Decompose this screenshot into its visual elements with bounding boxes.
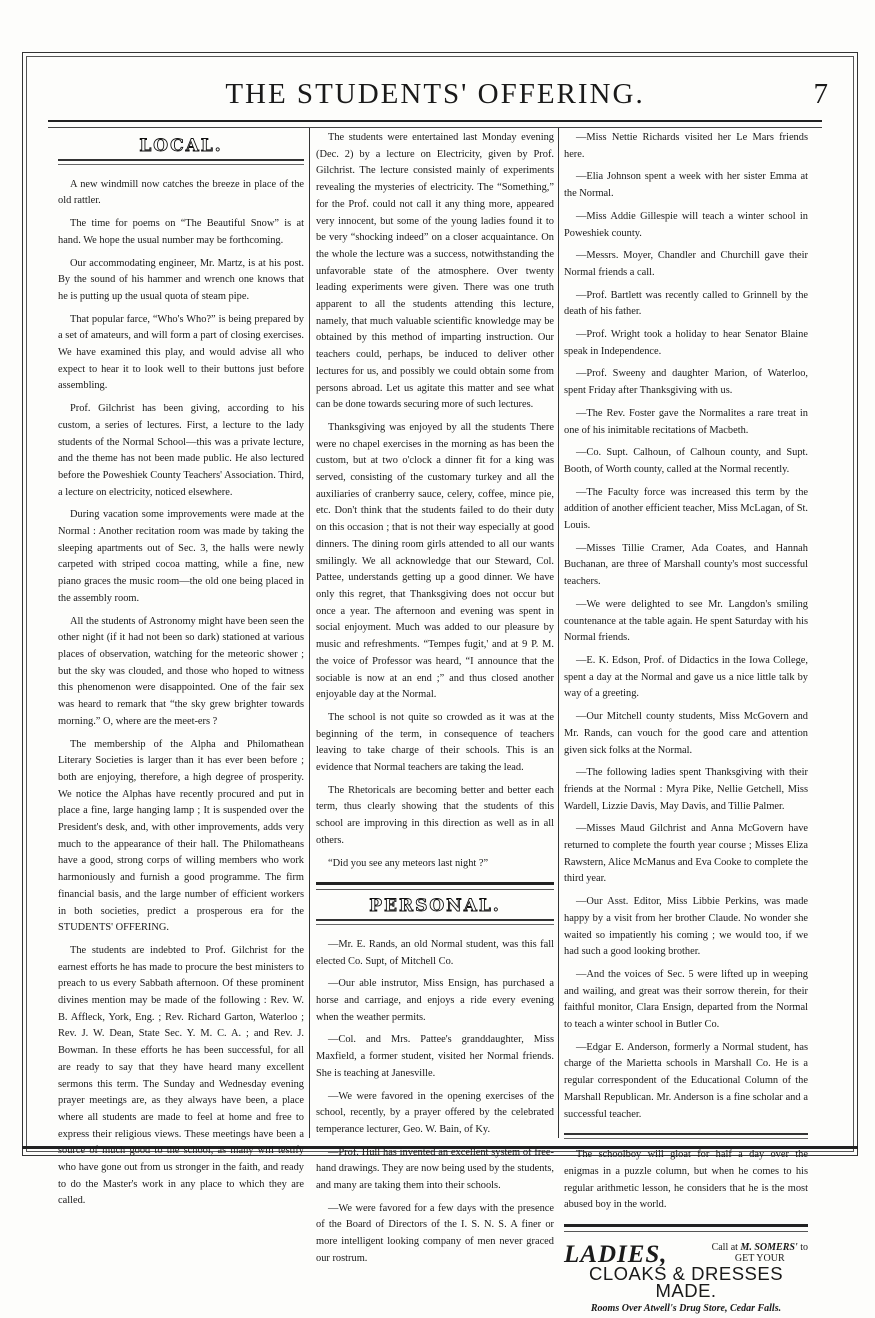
personal-item: —Edgar E. Anderson, formerly a Normal student, has charge of the Marietta schools in Marshall Co. He is a regular correspondent of the Educational Column of the Marshall Republican. Mr. Anderson is a fine scholar and a successful teacher. xyxy=(564,1041,808,1120)
personal-item: —Elia Johnson spent a week with her sister Emma at the Normal. xyxy=(564,171,808,200)
local-paragraph: A new windmill now catches the breeze in place of the old rattler. xyxy=(58,178,304,207)
personal-item: —Miss Addie Gillespie will teach a winter school in Poweshiek county. xyxy=(564,210,808,239)
local-paragraph-list xyxy=(316,130,554,872)
local-paragraph-list xyxy=(58,177,304,1210)
masthead-rule xyxy=(48,120,822,128)
section-rule xyxy=(58,159,304,165)
newspaper-title: THE STUDENTS' OFFERING. xyxy=(225,78,645,110)
personal-item: —Misses Maud Gilchrist and Anna McGovern have returned to complete the fourth year course ; Misses Eliza Rawstern, Alice McManus and Eva Cooke to complete the third year. xyxy=(564,823,808,885)
personal-item-list xyxy=(316,937,554,1268)
local-paragraph: Thanksgiving was enjoyed by all the students There were no chapel exercises in the morning as has been the custom, but at two o'clock a dinner fit for a king was served, consisting of the customary turkey and all the auxiliaries of cranberry sauce, celery, coffee, mince pie, etc. Don't think that the students failed to do their duty on this occasion ; that is not their way especially at good dinners. The dining room girls attended to all our wants smilingly. We all acknowledge that our Steward, Col. Pattee, understands getting up a good dinner. We have only this regret, that Thanksgiving does not occur but once a year. The afternoon and evening was spent in social enjoyment. Much was added to our pleasure by music and refreshments. “Tempes fugit,' and at 9 P. M. the voice of Professor was heard, “I announce that the sociable is now at an end ;” and thus closed another enjoyable day at the Normal. xyxy=(316,421,554,701)
personal-item-list xyxy=(564,130,808,1123)
local-paragraph: That popular farce, “Who's Who?” is being prepared by a set of amateurs, and will form a part of closing exercises. We have examined this play, and would advise all who expect to hear it to look well to their buttons just before assembling. xyxy=(58,313,304,392)
local-paragraph: The Rhetoricals are becoming better and better each term, thus clearly showing that the students of this school are improving in this direction as well as in all others. xyxy=(316,784,554,846)
personal-item: —The Rev. Foster gave the Normalites a rare treat in one of his inimitable recitations of Macbeth. xyxy=(564,407,808,436)
personal-item: —We were favored for a few days with the presence of the Board of Directors of the I. S. N. S. A finer or more intelligent looking company of men never graced our rostrum. xyxy=(316,1202,554,1264)
personal-item: —Prof. Hull has invented an excellent system of free-hand drawings. They are now being used by the students, and many are taking them into their schools. xyxy=(316,1146,554,1192)
personal-item: —Col. and Mrs. Pattee's granddaughter, Miss Maxfield, a former student, visited her Normal friends. She is teaching at Janesville. xyxy=(316,1034,554,1079)
column-1 xyxy=(58,134,304,1216)
ad-call-text: Call at xyxy=(711,1242,738,1254)
personal-item: —Messrs. Moyer, Chandler and Churchill gave their Normal friends a call. xyxy=(564,250,808,278)
local-paragraph: Prof. Gilchrist has been giving, according to his custom, a series of lectures. First, a lecture to the lady students of the Normal School—this was a private lecture, and the theme has not been made public. He also lectured before the Poweshiek County Teachers' Association. Third, a lecture on electricity, noticed elsewhere. xyxy=(58,403,304,498)
section-rule xyxy=(564,1133,808,1139)
local-paragraph: During vacation some improvements were made at the Normal : Another recitation room was made by taking the sleeping apartments out of Sec. 3, the halls were newly carpeted with striped cocoa matting, while a fine, new piano graces the music room—the old one being placed in the assembly room. xyxy=(58,509,304,604)
local-paragraph: The students are indebted to Prof. Gilchrist for the earnest efforts he has made to procure the best ministers to preach to us every Sabbath afternoon. Of these prominent divines mention may be made of the following : Rev. W. B. Affleck, York, Eng. ; Rev. Richard Garton, Waterloo ; Rev. J. W. Dean, State Sec. Y. M. C. A. ; and Rev. J. Bowman. In these efforts he has been successful, for all are ready to say that they have heard many excellent sermons this term. The Sunday and Wednesday evening prayer meetings are, as they always have been, a place where all students are made to feel at home and free to express their religious views. These meetings have been a source of much good to the school, as many will testify who have gone out from us stronger in the faith, and ready to do the Master's work in any place to which they are called. xyxy=(58,944,304,1207)
personal-item: —Our Mitchell county students, Miss McGovern and Mr. Rands, can vouch for the good care and attention given sick folks at the Normal. xyxy=(564,711,808,756)
filler-paragraph: The schoolboy will gloat for half a day over the enigmas in a puzzle column, but when he comes to his regular arithmetic lesson, he considers that he is the most abused boy in the world. xyxy=(564,1149,808,1211)
personal-item: —Co. Supt. Calhoun, of Calhoun county, and Supt. Booth, of Worth county, called at the Normal recently. xyxy=(564,447,808,475)
local-paragraph: All the students of Astronomy might have been seen the other night (if it had not been so dark) stationed at various places of observation, watching for the meteoric shower ; but the sky was clouded, and those who hoped to witness this phenomenon were disappointed. One of the fair sex was heard to remark that “the sky grew brighter towards morning.” O, where are the meet-ers ? xyxy=(58,615,304,727)
personal-item: —We were favored in the opening exercises of the school, recently, by a prayer offered by the celebrated temperance lecturer, Geo. W. Bain, of Ky. xyxy=(316,1090,554,1135)
section-rule xyxy=(316,919,554,925)
local-paragraph: Our accommodating engineer, Mr. Martz, is at his post. By the sound of his hammer and wrench one knows that he is putting up the usual quota of steam pipe. xyxy=(58,257,304,302)
local-paragraph: The time for poems on “The Beautiful Snow” is at hand. We hope the usual number may be forthcoming. xyxy=(58,218,304,246)
personal-item: —The Faculty force was increased this term by the addition of another efficient teacher, Miss McLagan, of St. Louis. xyxy=(564,486,808,532)
ad-get-your: GET YOUR xyxy=(734,1253,785,1265)
ad-cloaks: CLOAKS & DRESSES MADE. xyxy=(588,1263,784,1301)
local-paragraph: The school is not quite so crowded as it was at the beginning of the term, in consequence of teachers leaving to take charge of their schools. This is an evidence that Normal teachers are taking the lead. xyxy=(316,711,554,774)
personal-item: —Prof. Wright took a holiday to hear Senator Blaine speak in Independence. xyxy=(564,329,808,357)
section-rule xyxy=(316,882,554,890)
personal-item: —We were delighted to see Mr. Langdon's smiling countenance at the table again. He spent Saturday with his Normal friends. xyxy=(564,598,808,644)
section-rule xyxy=(564,1224,808,1232)
personal-item: —The following ladies spent Thanksgiving with their friends at the Normal : Myra Pike, Nellie Getchell, Miss Wardell, Lizzie Davis, May Davis, and Tillie Palmer. xyxy=(564,767,808,812)
ad-to: to xyxy=(800,1242,808,1254)
personal-item: —Our Asst. Editor, Miss Libbie Perkins, was made happy by a visit from her brother Claude. No wonder she waited so impatiently his coming ; we would too, if we had such a good looking brother. xyxy=(564,896,808,958)
personal-item: —And the voices of Sec. 5 were lifted up in weeping and wailing, and great was their sorrow therein, for their faithful monitor, Clara Ensign, departed from the Normal to teach a winter school in Butler Co. xyxy=(564,968,808,1031)
personal-item: —Our able instrutor, Miss Ensign, has purchased a horse and carriage, and enjoys a ride every evening when the weather permits. xyxy=(316,978,554,1023)
ad-call-at xyxy=(712,1242,808,1264)
column-divider xyxy=(309,128,310,1138)
column-3 xyxy=(564,130,808,1318)
personal-item: —E. K. Edson, Prof. of Didactics in the Iowa College, spent a day at the Normal and gave us a nice little talk by way of a greeting. xyxy=(564,654,808,700)
personal-item: —Miss Nettie Richards visited her Le Mars friends here. xyxy=(564,132,808,160)
local-heading: LOCAL. xyxy=(139,136,223,156)
personal-item: —Prof. Bartlett was recently called to Grinnell by the death of his father. xyxy=(564,289,808,318)
ad-ladies: LADIES, xyxy=(564,1241,668,1269)
page-number: 7 xyxy=(813,78,828,110)
ad-address: Rooms Over Atwell's Drug Store, Cedar Falls. xyxy=(590,1303,782,1315)
advertisement xyxy=(564,1242,808,1318)
personal-item: —Mr. E. Rands, an old Normal student, was this fall elected Co. Supt, of Mitchell Co. xyxy=(316,938,554,967)
masthead xyxy=(50,78,828,114)
ad-merchant: M. SOMERS' xyxy=(740,1242,798,1254)
column-2 xyxy=(316,130,554,1274)
personal-heading: PERSONAL. xyxy=(369,896,501,917)
personal-item: —Prof. Sweeny and daughter Marion, of Waterloo, spent Friday after Thanksgiving with us. xyxy=(564,368,808,397)
column-divider xyxy=(558,128,559,1138)
local-paragraph: “Did you see any meteors last night ?” xyxy=(328,857,489,869)
local-paragraph: The students were entertained last Monday evening (Dec. 2) by a lecture on Electricity, given by Prof. Gilchrist. The lecture consisted mainly of experiments revealing the mysteries of electricity. The “Something,” for the Prof. could not call it any thing more, appeared very innocent, but some of the young ladies found it to be very “shocking indeed” on a closer acquaintance. On the whole the lecture was a success, notwithstanding the unfavorable state of the atmosphere. Over twenty leading experiments were given. There was one truth apparent to all the students attending this lecture, namely, that much valuable scientific knowledge may be obtained by this method of imparting instruction. Our teachers could, perhaps, be induced to deliver other lectures for us, and possibly we could obtain some from persons abroad. Let us agitate this matter and see what can be done towards securing more of such lectures. xyxy=(316,132,554,411)
personal-item: —Misses Tillie Cramer, Ada Coates, and Hannah Buchanan, are three of Marshall county's most successful teachers. xyxy=(564,542,808,588)
local-paragraph: The membership of the Alpha and Philomathean Literary Societies is larger than it has ever been before ; both are enjoying, therefore, a high degree of prosperity. We notice the Alphas have recently procured and put in place a fine, large hanging lamp ; It is suspended over the President's desk, and, with other improvements, adds very much to the appearance of their hall. The Philomatheans have a good, strong corps of willing members who work harmoniously and furnish a good programme. The firm financial basis, and the large number of efficient workers in both societies, predict a prosperous era for the STUDENTS' OFFERING. xyxy=(58,738,304,934)
